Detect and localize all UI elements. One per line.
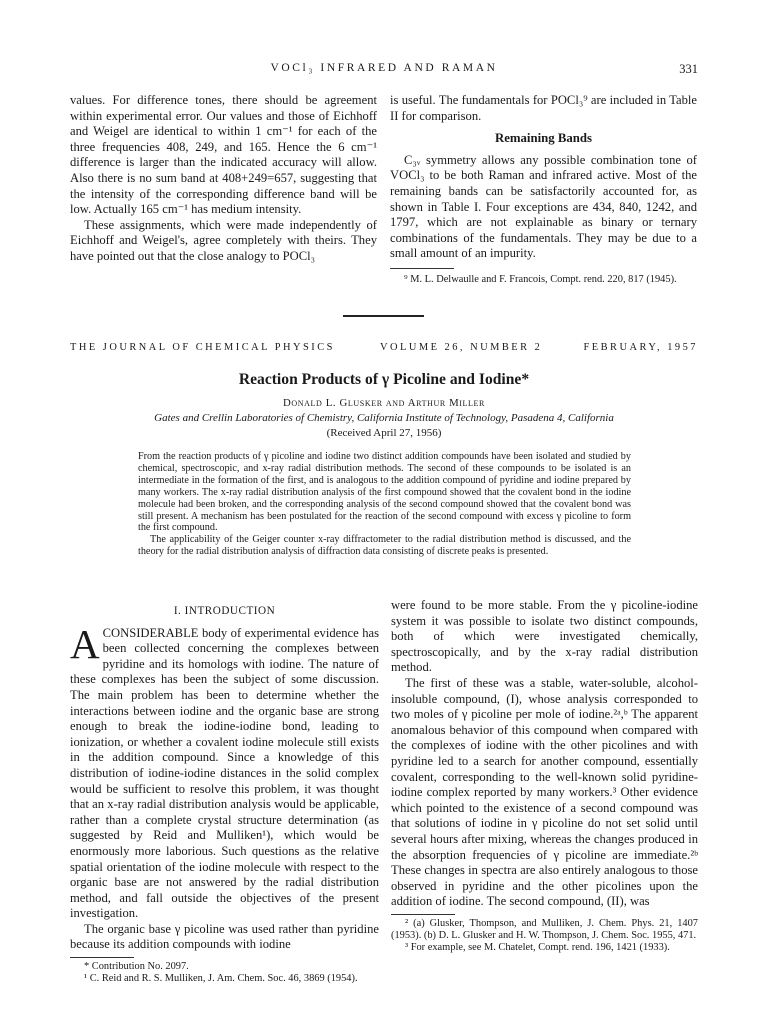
- running-head: [70, 62, 698, 78]
- previous-article-right-column: [390, 93, 697, 286]
- running-head-title: VOCl₃ INFRARED AND RAMAN: [270, 62, 498, 74]
- journal-volume: VOLUME 26, NUMBER 2: [380, 342, 543, 353]
- introduction-left-column: [70, 604, 379, 985]
- paragraph: C₃ᵥ symmetry allows any possible combination tone of VOCl₃ to be both Raman and infrared active. Most of the remaining bands can be satisfactorily accounted for, as shown in Table I. Four exceptions are 434, 840, 1242, and 1797, which are not explainable as binary or ternary combinations of the fundamentals. They may be due to a small amount of an impurity.: [390, 152, 697, 261]
- footnote-rule: [391, 914, 455, 915]
- footnotes: [391, 918, 698, 955]
- journal-date: FEBRUARY, 1957: [583, 342, 698, 353]
- paragraph: values. For difference tones, there should be agreement within experimental error. Our values and those of Eichhoff and Weigel are identical to within 1 cm⁻¹ for each of the three frequencies 408, 249, and 165. Hence the 6 cm⁻¹ difference is larger than the indicated accuracy will allow. Also there is no sum band at 408+249=657, suggesting that the intensity of the corresponding difference band will be low. Actually 165 cm⁻¹ has medium intensity.: [70, 93, 377, 217]
- page-number: 331: [679, 62, 698, 76]
- paragraph: These assignments, which were made independently of Eichhoff and Weigel's, agree completely with theirs. They have pointed out that the close analogy to POCl₃: [70, 217, 377, 263]
- abstract: [138, 451, 631, 558]
- footnote: ¹ C. Reid and R. S. Mulliken, J. Am. Chem. Soc. 46, 3869 (1954).: [84, 973, 358, 985]
- authors: Donald L. Glusker and Arthur Miller: [283, 397, 485, 409]
- paragraph: were found to be more stable. From the γ picoline-iodine system it was possible to isolate two distinct compounds, both of which were investigated chemically, spectroscopically, and by the x-ray radial distribution method.: [391, 598, 698, 675]
- journal-name: THE JOURNAL OF CHEMICAL PHYSICS: [70, 342, 335, 353]
- footnote: ⁹ M. L. Delwaulle and F. Francois, Compt. rend. 220, 817 (1945).: [404, 273, 677, 285]
- previous-article-left-column: [70, 93, 377, 265]
- introduction-right-column: [391, 598, 698, 954]
- footnote: ³ For example, see M. Chatelet, Compt. rend. 196, 1421 (1933).: [405, 942, 670, 954]
- section-heading-remaining-bands: Remaining Bands: [494, 131, 593, 146]
- abstract-paragraph: From the reaction products of γ picoline and iodine two distinct addition compounds have been isolated and studied by chemical, spectroscopic, and x-ray radial distribution methods. The second of these compounds to be isolated is an intermediate in the formation of the first, and is analogous to the addition compound of pyridine and iodine prepared by many workers. The x-ray radial distribution analysis of the first compound showed that the covalent bond in the iodine molecule had been broken, and the corresponding analysis of the second compound showed that the covalent bond was still present. A mechanism has been postulated for the reaction of the second compound with excess γ picoline to form the first compound.: [138, 451, 631, 534]
- footnote-rule: [390, 268, 454, 269]
- paragraph: is useful. The fundamentals for POCl₃⁹ are included in Table II for comparison.: [390, 93, 697, 123]
- footnotes: [70, 961, 379, 985]
- abstract-paragraph: The applicability of the Geiger counter x-ray diffractometer to the radial distribution method is discussed, and the theory for the radial distribution analysis of diffraction data consisting of discrete peaks is presented.: [138, 534, 631, 558]
- drop-cap: A: [70, 620, 100, 667]
- journal-line: [70, 342, 698, 356]
- received-date: (Received April 27, 1956): [326, 427, 442, 439]
- footnote: ² (a) Glusker, Thompson, and Mulliken, J. Chem. Phys. 21, 1407 (1953). (b) D. L. Glusker and H. W. Thompson, J. Chem. Soc. 1955, 471.: [391, 917, 698, 942]
- footnote-rule: [70, 957, 134, 958]
- paragraph-text: CONSIDERABLE body of experimental evidence has been collected concerning the complexes between pyridine and its homologs with iodine. The nature of these complexes has been the subject of some discussion. The main problem has been to determine whether the interactions between iodine and the organic base are strong enough to break the iodine-iodine bond, leading to ionization, or whether a covalent iodine molecule still exists in the addition compound. Since a knowledge of this distribution of iodine-iodine distances in the solid complex would be sufficient to resolve this problem, it was thought that an x-ray radial distribution analysis would be applicable, rather than a complete crystal structure determination (as suggested by Reid and Mulliken¹), which would be enormously more laborious. Such questions as the relative spatial orientation of the iodine molecule with respect to the organic base are not answered by the radial distribution method, and fall outside the objectives of the present investigation.: [70, 625, 379, 921]
- paragraph: The organic base γ picoline was used rather than pyridine because its addition compounds with iodine: [70, 921, 379, 952]
- affiliation: Gates and Crellin Laboratories of Chemistry, California Institute of Technology, Pasadena 4, California: [154, 412, 614, 424]
- footnote: * Contribution No. 2097.: [84, 961, 189, 973]
- section-heading-introduction: I. INTRODUCTION: [173, 605, 276, 617]
- paragraph: [70, 620, 379, 922]
- paragraph: The first of these was a stable, water-soluble, alcohol-insoluble compound, (I), whose analysis corresponded to two moles of γ picoline per mole of iodine.²ᵃ,ᵇ The apparent anomalous behavior of this compound when compared with the complexes of iodine with the other picolines and with pyridine led to a search for another compound, essentially covalent, corresponding to the well-known solid pyridine-iodine complex reported by many workers.³ Other evidence which pointed to the existence of a second compound was that solutions of iodine in γ picoline do not set solid until several hours after mixing, whereas the changes produced in the absorption frequencies of γ picoline are immediate.²ᵇ These changes in spectra are also entirely analogous to those observed in pyridine and the other picolines upon the addition of iodine. The second compound, (II), was: [391, 675, 698, 909]
- article-title: Reaction Products of γ Picoline and Iodine*: [238, 371, 530, 388]
- article-divider: [343, 315, 424, 317]
